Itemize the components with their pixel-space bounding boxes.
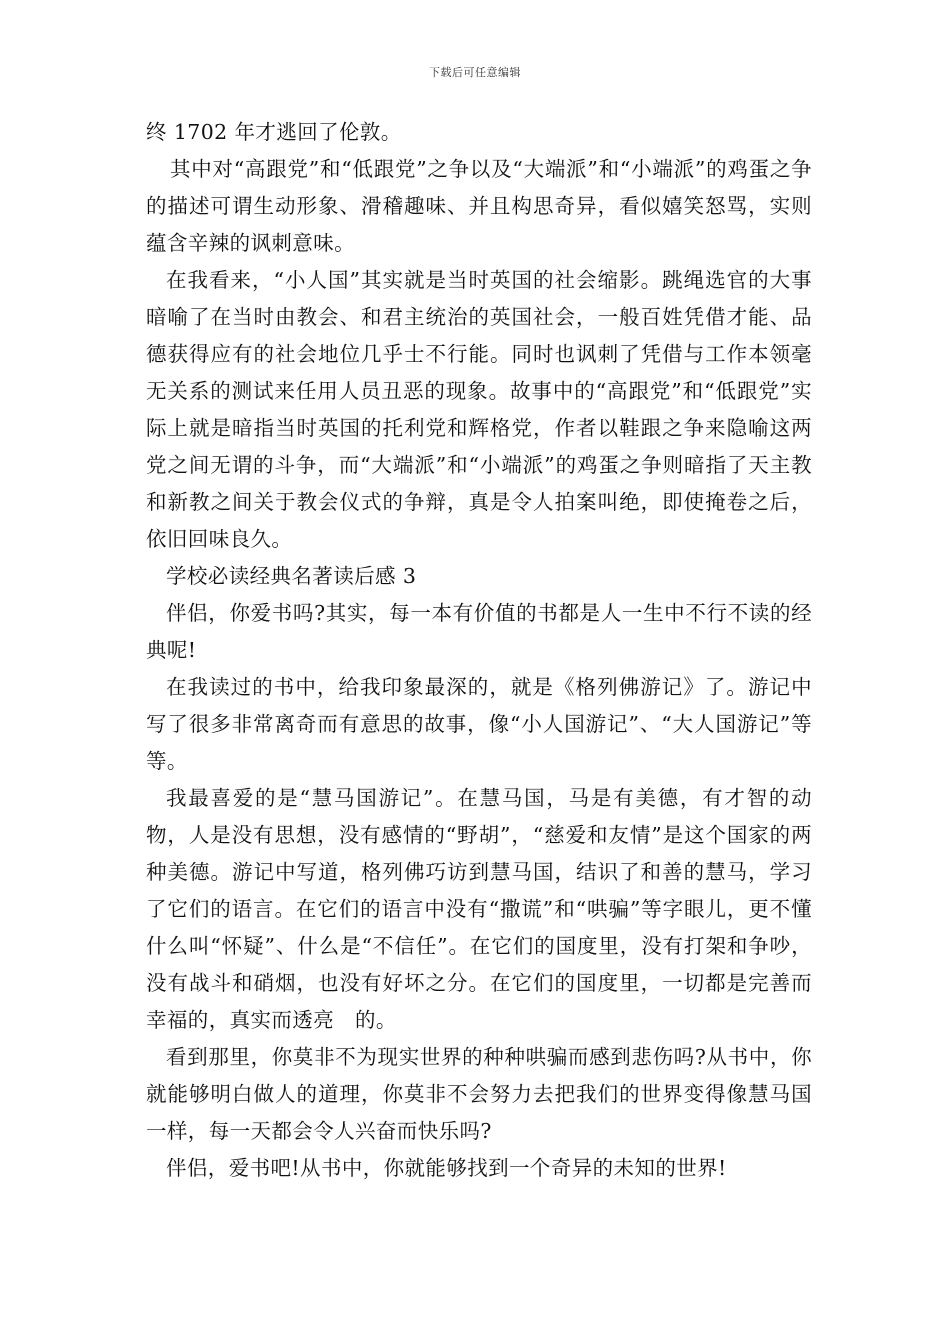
paragraph-reflection: 看到那里，你莫非不为现实世界的种种哄骗而感到悲伤吗?从书中，你就能够明白做人的道理，你莫非不会努力去把我们的世界变得像慧马国一样，每一天都会令人兴奋而快乐吗? [146, 1045, 812, 1143]
section-title: 学校必读经典名著读后感 3 [166, 564, 417, 588]
paragraph-lilliput-analysis: 在我看来，“小人国”其实就是当时英国的社会缩影。跳绳选官的大事暗喻了在当时由教会、和君主统治的英国社会，一般百姓凭借才能、品德获得应有的社会地位几乎士不行能。同时也讽刺了凭借与工作本领毫无关系的测试来任用人员丑恶的现象。故事中的“高跟党”和“低跟党”实际上就是暗指当时英国的托利党和辉格党，作者以鞋跟之争来隐喻这两党之间无谓的斗争，而“大端派”和“小端派”的鸡蛋之争则暗指了天主教和新教之间关于教会仪式的争辩，真是令人拍案叫绝，即使掩卷之后，依旧回味良久。 [146, 268, 812, 551]
paragraph-egg-dispute: 其中对“高跟党”和“低跟党”之争以及“大端派”和“小端派”的鸡蛋之争的描述可谓生动形象、滑稽趣味、并且构思奇异，看似嬉笑怒骂，实则蕴含辛辣的讽刺意味。 [146, 157, 812, 255]
page-header: 下载后可任意编辑 [429, 66, 521, 79]
paragraph-gulliver-impression: 在我读过的书中，给我印象最深的，就是《格列佛游记》了。游记中写了很多非常离奇而有意思的故事，像“小人国游记”、“大人国游记”等等。 [146, 675, 812, 773]
paragraph-houyhnhnm-land: 我最喜爱的是“慧马国游记”。在慧马国，马是有美德，有才智的动物，人是没有思想，没有感情的“野胡”，“慈爱和友情”是这个国家的两种美德。游记中写道，格列佛巧访到慧马国，结识了和善的慧马，学习了它们的语言。在它们的语言中没有“撒谎”和“哄骗”等字眼儿，更不懂什么叫“怀疑”、什么是“不信任”。在它们的国度里，没有打架和争吵，没有战斗和硝烟，也没有好坏之分。在它们的国度里，一切都是完善而幸福的，真实而透亮 的。 [146, 786, 812, 1032]
paragraph-continuation: 终 1702 年才逃回了伦敦。 [146, 120, 402, 144]
paragraph-do-you-love-books: 伴侣，你爱书吗?其实，每一本有价值的书都是人一生中不行不读的经典呢! [146, 601, 812, 662]
paragraph-closing: 伴侣，爱书吧!从书中，你就能够找到一个奇异的未知的世界! [166, 1156, 727, 1180]
document-body [146, 114, 812, 1187]
